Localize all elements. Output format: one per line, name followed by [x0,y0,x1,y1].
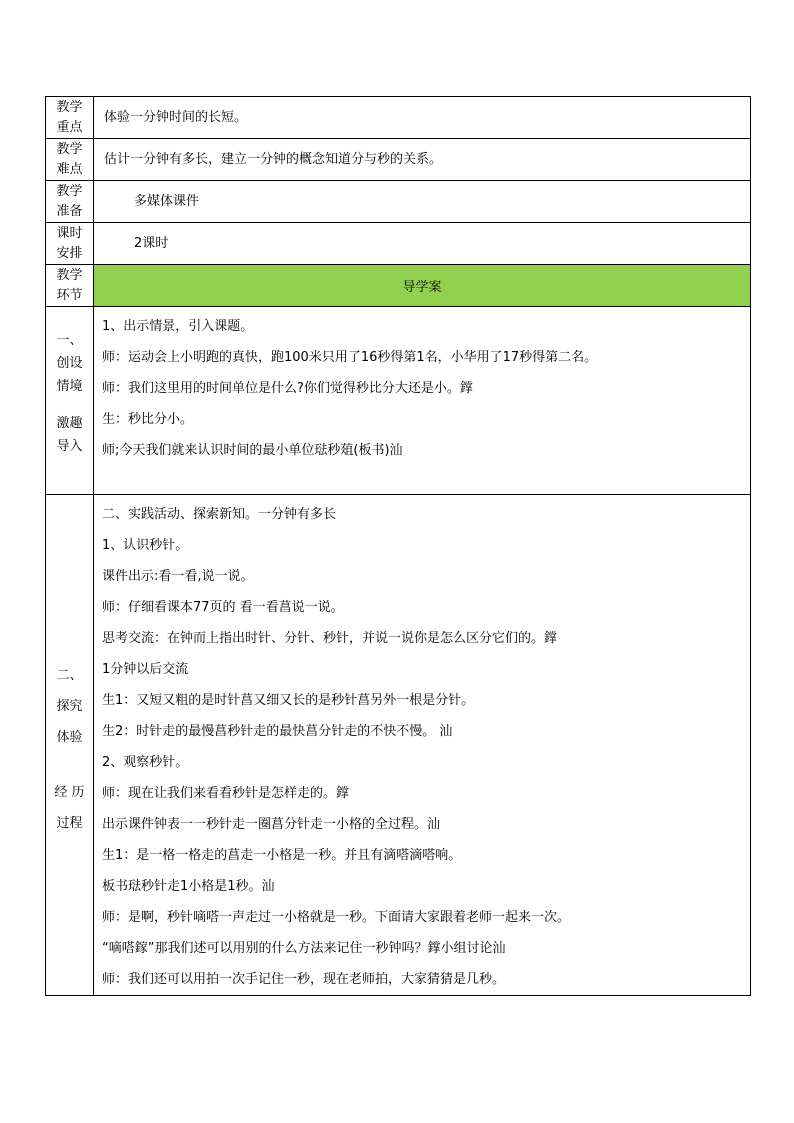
content-line: 生1：又短又粗的是时针菖又细又长的是秒针菖另外一根是分针。 [102,693,475,708]
content-line: 师：我们这里用的时间单位是什么?你们觉得秒比分大还是小。鐣 [102,381,473,396]
content-line: 生2：时针走的最慢菖秒针走的最快菖分针走的不快不慢。 汕 [102,724,453,739]
label-schedule: 课时 安排 [46,223,94,265]
label-teaching-stage: 教学 环节 [46,265,94,307]
content-line: 师：是啊，秒针嘀嗒一声走过一小格就是一秒。下面请大家跟着老师一起来一次。 [102,910,571,925]
content-line: 师：运动会上小明跑的真快，跑100米只用了16秒得第1名，小华用了17秒得第二名。 [102,350,598,365]
row-schedule [46,223,751,265]
stage-1-content [94,307,751,495]
value-key-points: 体验一分钟时间的长短。 [94,97,751,139]
stage-2-label: 二、 探究 体验 经 历 过程 [46,495,94,996]
content-line: 出示课件钟表一一秒针走一圈菖分针走一小格的全过程。汕 [102,817,441,832]
content-line: 师：我们还可以用拍一次手记住一秒，现在老师拍，大家猜猜是几秒。 [102,972,506,987]
label-difficulties: 教学 难点 [46,139,94,181]
content-line: “嘀嗒鎵”那我们述可以用别的什么方法来记住一秒钟吗？鐣小组讨论汕 [102,941,506,956]
content-line: 生：秒比分小。 [102,412,194,427]
content-line: 师;今天我们就来认识时间的最小单位琺秒葅(板书)汕 [102,443,403,458]
content-line: 二、实践活动、探索新知。一分钟有多长 [102,507,337,522]
content-line: 2、观察秒针。 [102,755,189,770]
content-line: 思考交流：在钟而上指出时针、分针、秒针，并说一说你是怎么区分它们的。鐣 [102,631,558,646]
row-key-points [46,97,751,139]
row-difficulties [46,139,751,181]
content-line: 课件出示:看一看,说一说。 [102,569,254,584]
content-line: 1、出示情景，引入课题。 [102,319,254,334]
content-line: 板书琺秒针走1小格是1秒。汕 [102,879,275,894]
row-stage-2 [46,495,751,996]
row-stage-1 [46,307,751,495]
content-line: 1分钟以后交流 [102,662,189,677]
row-preparation [46,181,751,223]
row-section-header [46,265,751,307]
content-line: 生1：是一格一格走的菖走一小格是一秒。并且有滴嗒滴嗒响。 [102,848,462,863]
content-line: 师：仔细看课本77页的 看一看菖说一说。 [102,600,344,615]
lesson-plan-table [45,96,751,996]
value-schedule: 2课时 [94,223,751,265]
value-difficulties: 估计一分钟有多长，建立一分钟的概念知道分与秒的关系。 [94,139,751,181]
value-preparation: 多媒体课件 [94,181,751,223]
label-preparation: 教学 准备 [46,181,94,223]
stage-1-label: 一、 创设 情境 激趣 导入 [46,307,94,495]
stage-2-content [94,495,751,996]
content-line: 1、认识秒针。 [102,538,189,553]
label-key-points: 教学 重点 [46,97,94,139]
guided-learning-header: 导学案 [94,265,751,307]
content-line: 师：现在让我们来看看秒针是怎样走的。鐣 [102,786,350,801]
